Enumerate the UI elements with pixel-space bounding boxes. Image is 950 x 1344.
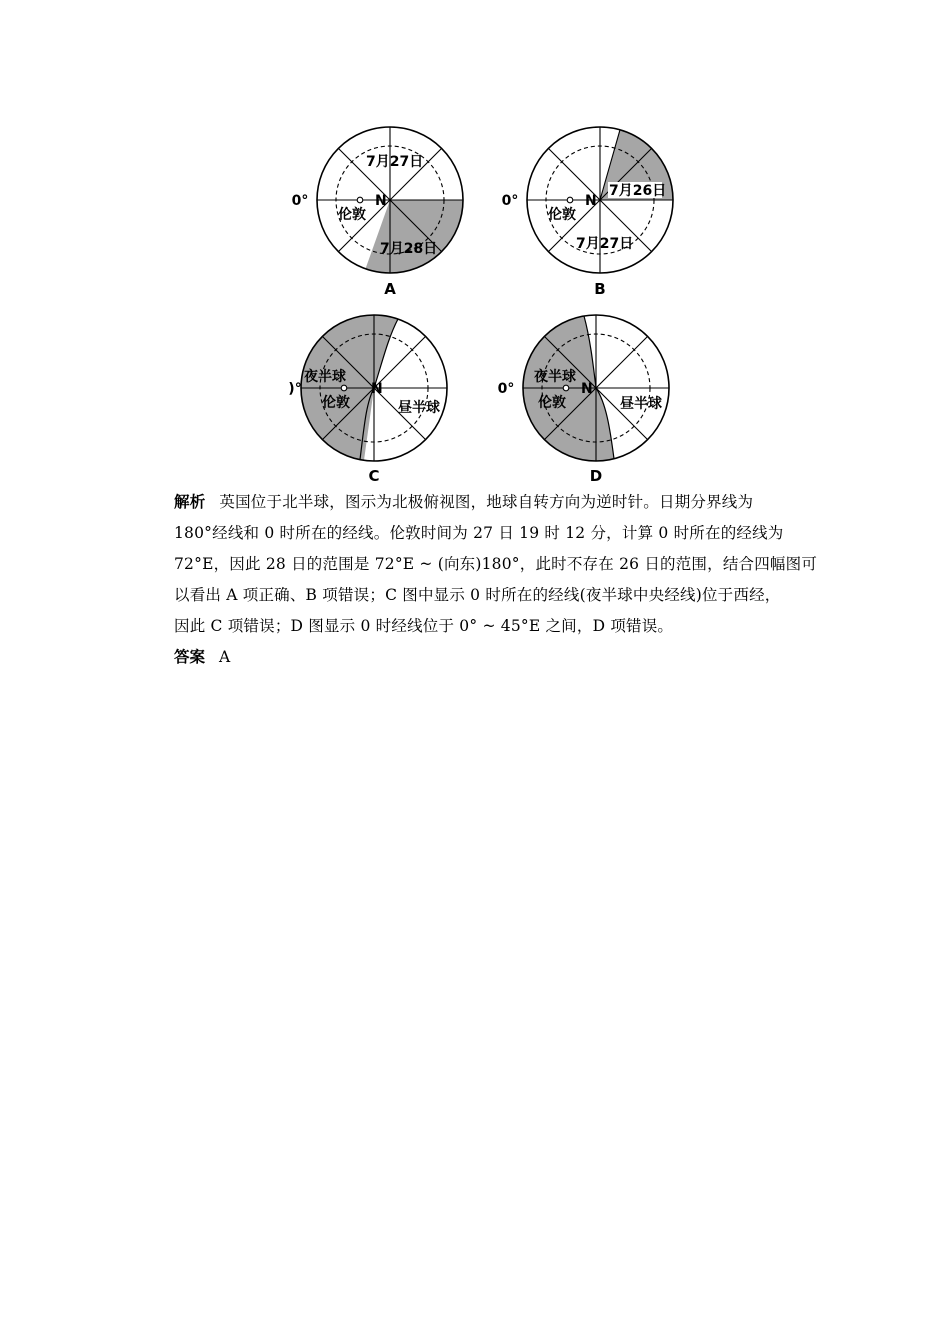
prime-meridian-label: 0° <box>497 381 515 397</box>
date-label-lower: 7月28日 <box>380 241 438 257</box>
diagram-caption: C <box>368 467 380 485</box>
date-label-lower: 7月27日 <box>576 236 634 252</box>
analysis-label: 解析 <box>174 493 206 511</box>
analysis-line: 因此 C 项错误；D 图显示 0 时经线位于 0° ~ 45°E 之间，D 项错误。 <box>174 617 674 635</box>
diagram-caption: A <box>384 280 396 298</box>
diagram-d <box>498 315 669 485</box>
analysis-line: 180°经线和 0 时所在的经线。伦敦时间为 27 日 19 时 12 分，计算 0 时所在的经线为 <box>174 524 784 542</box>
figure <box>290 118 690 488</box>
london-marker <box>563 385 569 391</box>
day-label: 昼半球 <box>620 396 662 412</box>
diagram-b <box>502 127 673 298</box>
city-label: 伦敦 <box>548 207 576 223</box>
city-label: 伦敦 <box>338 207 366 223</box>
night-hemisphere-main <box>301 315 398 460</box>
day-label: 昼半球 <box>398 400 440 416</box>
london-marker <box>341 385 347 391</box>
diagram-a <box>292 127 463 298</box>
diagram-caption: B <box>594 280 606 298</box>
london-marker <box>357 197 363 203</box>
pole-label: N <box>585 193 597 209</box>
analysis-line: 以看出 A 项正确、B 项错误；C 图中显示 0 时所在的经线(夜半球中央经线)位于西经， <box>174 586 781 604</box>
analysis-section <box>174 487 818 673</box>
analysis-line-text: 英国位于北半球，图示为北极俯视图，地球自转方向为逆时针。日期分界线为 <box>219 493 754 511</box>
analysis-line: 72°E，因此 28 日的范围是 72°E ~ (向东)180°，此时不存在 26 日的范围，结合四幅图可 <box>174 555 818 573</box>
prime-meridian-label: 0° <box>291 193 309 209</box>
answer-value: A <box>219 648 231 666</box>
analysis-line <box>174 487 806 518</box>
answer-row <box>174 642 806 673</box>
answer-label: 答案 <box>174 648 206 666</box>
pole-label: N <box>371 381 383 397</box>
shaded-sector <box>366 200 464 273</box>
night-label: 夜半球 <box>534 369 576 385</box>
london-marker <box>567 197 573 203</box>
date-label-upper: 7月26日 <box>609 183 667 199</box>
analysis-paragraph <box>174 487 818 642</box>
prime-meridian-label: 0° <box>501 193 519 209</box>
diagram-caption: D <box>589 467 603 485</box>
city-label: 伦敦 <box>322 395 350 411</box>
pole-label: N <box>375 193 387 209</box>
night-label: 夜半球 <box>304 369 346 385</box>
prime-meridian-label: )° <box>288 381 302 397</box>
pole-label: N <box>581 381 593 397</box>
city-label: 伦敦 <box>538 395 566 411</box>
diagram-c <box>288 315 447 485</box>
date-label-upper: 7月27日 <box>366 154 424 170</box>
